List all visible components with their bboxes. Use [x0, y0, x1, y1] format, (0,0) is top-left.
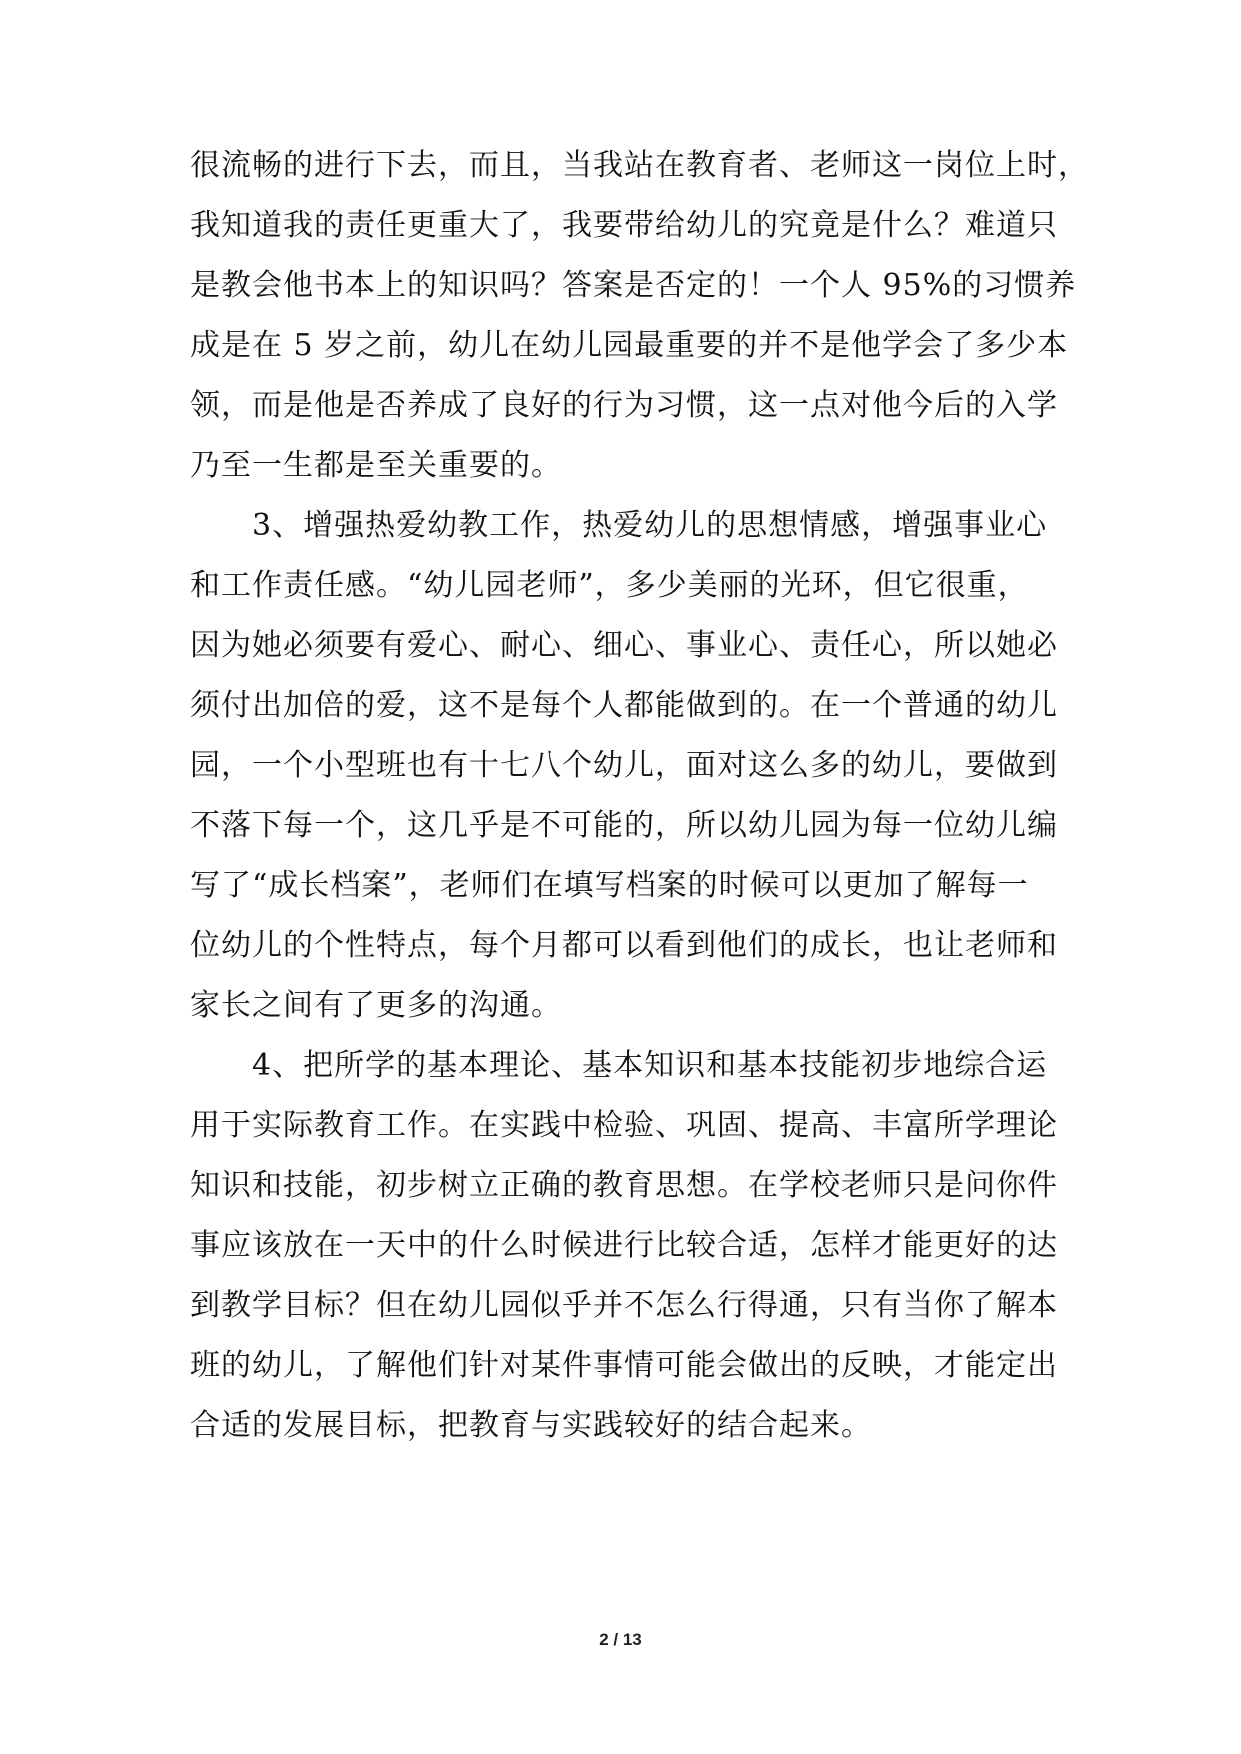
text-line: 领，而是他是否养成了良好的行为习惯，这一点对他今后的入学	[190, 388, 1058, 423]
text-line: 家长之间有了更多的沟通。	[190, 988, 562, 1023]
text-line: 位幼儿的个性特点，每个月都可以看到他们的成长，也让老师和	[190, 928, 1058, 963]
text-line: 因为她必须要有爱心、耐心、细心、事业心、责任心，所以她必	[190, 628, 1058, 663]
text-line: 到教学目标？但在幼儿园似乎并不怎么行得通，只有当你了解本	[190, 1288, 1058, 1323]
text-line: 乃至一生都是至关重要的。	[190, 448, 562, 483]
page-number: 2 / 13	[599, 1630, 642, 1649]
text-line: 我知道我的责任更重大了，我要带给幼儿的究竟是什么？难道只	[190, 208, 1058, 243]
text-line: 是教会他书本上的知识吗？答案是否定的！一个人 95%的习惯养	[190, 268, 1077, 303]
text-line: 4、把所学的基本理论、基本知识和基本技能初步地综合运	[190, 1048, 1048, 1083]
text-line: 不落下每一个，这几乎是不可能的，所以幼儿园为每一位幼儿编	[190, 808, 1058, 843]
text-line: 班的幼儿，了解他们针对某件事情可能会做出的反映，才能定出	[190, 1348, 1058, 1383]
text-line: 写了“成长档案”，老师们在填写档案的时候可以更加了解每一	[190, 868, 1029, 903]
text-line: 很流畅的进行下去，而且，当我站在教育者、老师这一岗位上时，	[190, 148, 1089, 183]
text-line: 园，一个小型班也有十七八个幼儿，面对这么多的幼儿，要做到	[190, 748, 1058, 783]
text-line: 成是在 5 岁之前，幼儿在幼儿园最重要的并不是他学会了多少本	[190, 328, 1069, 363]
text-line: 须付出加倍的爱，这不是每个人都能做到的。在一个普通的幼儿	[190, 688, 1058, 723]
text-line: 知识和技能，初步树立正确的教育思想。在学校老师只是问你件	[190, 1168, 1058, 1203]
text-line: 合适的发展目标，把教育与实践较好的结合起来。	[190, 1408, 872, 1443]
text-line: 和工作责任感。“幼儿园老师”，多少美丽的光环，但它很重，	[190, 568, 1029, 603]
text-line: 用于实际教育工作。在实践中检验、巩固、提高、丰富所学理论	[190, 1108, 1058, 1143]
text-line: 事应该放在一天中的什么时候进行比较合适，怎样才能更好的达	[190, 1228, 1058, 1263]
text-line: 3、增强热爱幼教工作，热爱幼儿的思想情感，增强事业心	[190, 508, 1048, 543]
